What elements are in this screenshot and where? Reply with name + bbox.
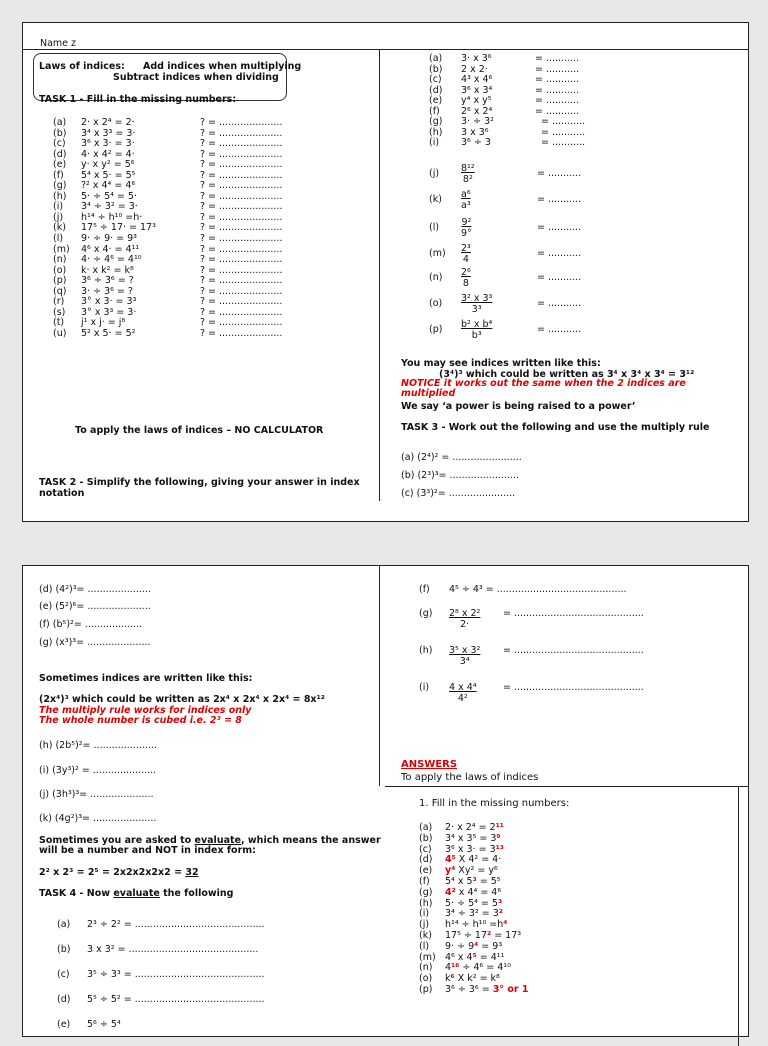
fraction-denominator: 3⁴ xyxy=(459,656,470,667)
row-expression: 2 x 2· xyxy=(461,63,488,75)
task4-heading: TASK 4 - Now evaluate the following xyxy=(39,888,234,899)
row-label: (h) xyxy=(53,190,67,202)
fraction-numerator: 3² x 3³ xyxy=(461,293,493,304)
answer-blank[interactable]: = ........................................... xyxy=(503,682,644,693)
task2-row xyxy=(429,54,729,65)
row-label: (g) xyxy=(419,886,433,898)
row-label: (f) xyxy=(429,105,440,117)
fraction xyxy=(461,163,475,185)
laws-rule-add: Add indices when multiplying xyxy=(143,61,302,72)
row-label: (l) xyxy=(419,940,430,952)
fraction xyxy=(461,243,471,265)
answer-blank[interactable]: ? = ..................... xyxy=(200,117,283,128)
task1-list xyxy=(53,118,373,339)
fraction xyxy=(461,217,472,239)
fraction-numerator: 2⁸ x 2² xyxy=(449,608,481,619)
answer-blank[interactable]: = ........... xyxy=(541,137,586,148)
answer-blank[interactable]: = ........... xyxy=(535,84,580,96)
answer-expression xyxy=(445,985,529,996)
evaluate-explanation: Sometimes you are asked to evaluate, which means the answer xyxy=(39,835,381,846)
fraction xyxy=(449,682,477,704)
row-label: (b) xyxy=(429,63,443,75)
row-label: (k) xyxy=(429,194,442,205)
answer-blank[interactable]: ? = ..................... xyxy=(200,264,283,276)
row-expression: 3° x 3³ = 3· xyxy=(81,306,137,318)
row-label: (n) xyxy=(429,272,443,283)
task4-row xyxy=(57,944,259,955)
task3-row: (h) (2b⁵)²= ..................... xyxy=(39,740,157,751)
row-label: (f) xyxy=(53,169,64,181)
task3-row: (a) (2⁴)² = ....................... xyxy=(401,452,522,463)
row-label: (j) xyxy=(53,211,64,223)
task2-fraction-row xyxy=(429,243,729,267)
row-label: (l) xyxy=(53,233,64,245)
answer-blank[interactable]: = ........... xyxy=(535,63,580,75)
row-expression: j¹ x j· = j⁸ xyxy=(81,317,126,329)
fraction xyxy=(461,293,492,315)
answers-subheading: To apply the laws of indices xyxy=(401,772,539,783)
row-label: (c) xyxy=(57,969,70,980)
row-expression: 5⁴ x 5· = 5⁵ xyxy=(81,169,136,181)
answer-highlight: ² xyxy=(487,929,492,941)
answer-blank[interactable]: ? = ..................... xyxy=(200,222,283,234)
task1-row xyxy=(53,329,373,340)
row-label: (o) xyxy=(53,264,67,276)
row-label: (m) xyxy=(429,248,446,259)
answers-task-heading: 1. Fill in the missing numbers: xyxy=(419,798,570,809)
task4-fraction-row xyxy=(419,608,739,634)
answer-text: X k² = k⁸ xyxy=(454,973,500,985)
row-label: (m) xyxy=(419,951,436,963)
power-example: (3⁴)³ which could be written as 3⁴ x 3⁴ x 3⁴ = 3¹² xyxy=(439,369,695,380)
answers-divider xyxy=(385,786,748,787)
answers-heading: ANSWERS xyxy=(401,759,458,770)
apply-heading: To apply the laws of indices – NO CALCULATOR xyxy=(75,425,324,436)
answer-highlight: ⁵ xyxy=(472,951,477,963)
row-label: (h) xyxy=(419,897,433,909)
task3-row: (b) (2³)³= ....................... xyxy=(401,470,519,481)
row-label: (i) xyxy=(419,908,430,920)
row-expression: 2· x 2⁴ = 2· xyxy=(81,117,135,128)
row-label: (d) xyxy=(419,854,433,866)
answer-blank[interactable]: = ........... xyxy=(537,194,582,205)
evaluate-explanation-2: will be a number and NOT in index form: xyxy=(39,845,256,856)
fraction-denominator: 8 xyxy=(462,278,469,289)
worksheet-page-1 xyxy=(22,22,749,522)
fraction-denominator: b³ xyxy=(471,330,482,341)
name-label: Name z xyxy=(40,38,77,49)
answer-blank[interactable]: ? = ..................... xyxy=(200,148,283,160)
answer-blank[interactable]: ? = ..................... xyxy=(200,275,283,287)
task2-heading: TASK 2 - Simplify the following, giving your answer in index notation xyxy=(39,477,360,499)
answer-blank[interactable]: ? = ..................... xyxy=(200,201,283,213)
row-label: (g) xyxy=(53,180,67,192)
answer-highlight: ¹⁶ xyxy=(451,962,460,974)
row-expression[interactable]: 2³ ÷ 2² = ........................................... xyxy=(87,919,265,930)
row-label: (e) xyxy=(419,865,433,877)
answer-blank[interactable]: ? = ..................... xyxy=(200,306,283,318)
worksheet-page-2 xyxy=(22,565,749,1037)
row-label: (e) xyxy=(57,1019,71,1030)
row-label: (c) xyxy=(53,138,66,150)
answer-text: 3⁴ x 3⁵ = 3 xyxy=(445,832,497,844)
power-intro: You may see indices written like this: xyxy=(401,358,601,369)
answer-highlight: ⁶ xyxy=(450,973,455,985)
column-divider xyxy=(379,566,380,786)
sometimes-example: (2x⁴)³ which could be written as 2x⁴ x 2x⁴ x 2x⁴ = 8x¹² xyxy=(39,694,325,705)
row-label: (m) xyxy=(53,243,70,255)
task3-row: (j) (3h³)³= ..................... xyxy=(39,789,154,800)
row-label: (j) xyxy=(429,168,440,179)
row-label: (g) xyxy=(429,116,443,127)
answer-blank[interactable]: ? = ..................... xyxy=(200,127,283,139)
task3-row: (e) (5²)⁶= ..................... xyxy=(39,601,151,612)
answer-blank[interactable]: ? = ..................... xyxy=(200,138,283,150)
task4-row: (f) 4⁵ ÷ 4³ = ........................................... xyxy=(419,584,627,595)
answer-text: h¹⁴ ÷ h¹⁰ =h xyxy=(445,919,504,931)
answer-text: 3⁶ x 3· = 3 xyxy=(445,843,496,855)
answer-text: = 4¹¹ xyxy=(476,951,505,963)
row-label: (a) xyxy=(57,919,71,930)
row-expression: 3· ÷ 3² xyxy=(461,116,494,127)
answer-blank[interactable]: = ........... xyxy=(537,222,582,233)
answer-blank[interactable]: = ........... xyxy=(541,126,586,138)
row-expression: 2⁶ x 2⁴ xyxy=(461,105,493,117)
task4-row xyxy=(57,969,265,980)
row-label: (n) xyxy=(53,254,67,266)
sometimes-red-note-1: The multiply rule works for indices only xyxy=(39,705,252,716)
row-expression: 3⁶ x 3⁴ xyxy=(461,84,493,96)
row-expression: h¹⁴ ÷ h¹⁰ =h· xyxy=(81,211,143,223)
row-expression: 4· x 4² = 4· xyxy=(81,148,135,160)
task3-row: (i) (3y³)² = ..................... xyxy=(39,765,157,776)
power-notice: NOTICE it works out the same when the 2 indices are multiplied xyxy=(401,378,686,399)
row-expression: 3 x 3⁶ xyxy=(461,126,489,138)
answer-blank[interactable]: = ........................................... xyxy=(503,608,644,619)
fraction xyxy=(461,189,471,211)
answer-text: x 4⁴ = 4⁶ xyxy=(455,886,502,898)
answer-highlight: ⁴ xyxy=(503,919,508,931)
row-expression[interactable]: 5⁵ ÷ 5² = ........................................... xyxy=(87,994,265,1005)
answer-blank[interactable]: ? = ..................... xyxy=(200,159,283,171)
task4-fraction-row xyxy=(419,645,739,671)
row-label: (g) xyxy=(419,608,433,619)
answer-text: Xy² = y⁶ xyxy=(455,865,498,877)
row-label: (l) xyxy=(429,222,440,233)
row-expression: 5· ÷ 5⁴ = 5· xyxy=(81,190,137,202)
answer-blank[interactable]: = ........... xyxy=(535,53,580,64)
answer-blank[interactable]: ? = ..................... xyxy=(200,327,283,339)
row-expression: 3⁶ x 3· = 3· xyxy=(81,138,135,150)
fraction-denominator: 4² xyxy=(457,693,468,704)
answer-text: 4⁶ x 4 xyxy=(445,951,473,963)
row-expression: 3⁶ ÷ 3⁶ = ? xyxy=(81,275,134,287)
laws-rule-subtract: Subtract indices when dividing xyxy=(113,72,279,83)
answers-list xyxy=(419,823,739,996)
row-label: (c) xyxy=(419,843,432,855)
answer-text: = 9³ xyxy=(478,940,503,952)
row-label: (i) xyxy=(53,201,64,213)
answer-blank[interactable]: ? = ..................... xyxy=(200,211,283,223)
task1-row xyxy=(53,234,373,245)
row-expression: 17⁵ ÷ 17· = 17³ xyxy=(81,222,156,234)
fraction-denominator: 4 xyxy=(462,254,469,265)
answer-text: ÷ 4⁶ = 4¹⁰ xyxy=(459,962,511,974)
row-label: (k) xyxy=(419,929,432,941)
row-label: (a) xyxy=(429,53,443,64)
task2-fraction-row xyxy=(429,293,729,317)
fraction-denominator: 3³ xyxy=(471,304,482,315)
answer-blank[interactable]: ? = ..................... xyxy=(200,190,283,202)
row-expression: 3° x 3· = 3³ xyxy=(81,296,137,308)
answer-blank[interactable]: = ........... xyxy=(535,95,580,106)
answer-text: 3⁴ ÷ 3² = 3 xyxy=(445,908,499,920)
task3-row: (d) (4²)³= ..................... xyxy=(39,584,151,595)
fraction-denominator: 2· xyxy=(460,619,470,630)
answer-highlight: ³ xyxy=(497,897,503,909)
answer-text: k xyxy=(445,973,451,985)
task2-fraction-row xyxy=(429,189,729,213)
row-label: (d) xyxy=(57,994,71,1005)
row-label: (a) xyxy=(419,822,433,833)
task2-fraction-row xyxy=(429,267,729,291)
fraction-numerator: 4 x 4⁴ xyxy=(449,682,477,693)
task3-row: (k) (4g²)³= ..................... xyxy=(39,813,157,824)
fraction-numerator: b² x b⁴ xyxy=(461,319,493,330)
row-label: (e) xyxy=(53,159,67,171)
power-say: We say ‘a power is being raised to a power’ xyxy=(401,401,636,412)
task2-fraction-row xyxy=(429,319,729,343)
answer-blank[interactable]: = ........... xyxy=(537,272,582,283)
fraction-numerator: 2³ xyxy=(461,243,471,254)
row-expression: 3⁴ ÷ 3² = 3· xyxy=(81,201,138,213)
answer-blank[interactable]: = ........... xyxy=(537,168,582,179)
answer-blank[interactable]: ? = ..................... xyxy=(200,169,283,181)
answer-text: 2· x 2⁴ = 2 xyxy=(445,822,496,833)
row-expression[interactable]: 3⁵ ÷ 3³ = ........................................... xyxy=(87,969,265,980)
fraction-denominator: a³ xyxy=(461,200,471,211)
answer-text: 5· ÷ 5⁴ = 5 xyxy=(445,897,498,909)
row-label: (d) xyxy=(53,148,67,160)
row-label: (b) xyxy=(57,944,71,955)
fraction xyxy=(461,267,471,289)
fraction-numerator: 8¹² xyxy=(461,163,475,174)
task1-row xyxy=(53,118,373,129)
answer-text: = 5⁵ xyxy=(476,875,501,887)
answer-highlight: 4² xyxy=(445,886,456,898)
row-label: (i) xyxy=(429,137,440,148)
answer-highlight: ³ xyxy=(472,875,477,887)
row-label: (b) xyxy=(419,832,433,844)
row-expression: 3· x 3⁶ xyxy=(461,53,492,64)
task3-row: (g) (x³)³= ..................... xyxy=(39,637,151,648)
answer-blank[interactable]: ? = ..................... xyxy=(200,317,283,329)
answer-text: 4 xyxy=(445,962,452,974)
answer-blank[interactable]: ? = ..................... xyxy=(200,243,283,255)
fraction-numerator: 3⁵ x 3² xyxy=(449,645,481,656)
fraction-numerator: a⁶ xyxy=(461,189,471,200)
answer-blank[interactable]: = ........................................... xyxy=(503,645,644,656)
row-label: (n) xyxy=(419,962,433,974)
row-label: (h) xyxy=(419,645,433,656)
answer-text: 9· ÷ 9 xyxy=(445,940,475,952)
row-label: (b) xyxy=(53,127,67,139)
answer-text: 5⁴ x 5 xyxy=(445,875,473,887)
row-label: (a) xyxy=(53,117,67,128)
row-expression: y⁴ x y⁵ xyxy=(461,95,492,106)
row-label: (p) xyxy=(53,275,67,287)
row-expression: 4⁶ x 4· = 4¹¹ xyxy=(81,243,140,255)
answer-highlight: 3° or 1 xyxy=(492,983,529,995)
answer-highlight: ¹³ xyxy=(495,843,504,855)
answer-blank[interactable]: = ........... xyxy=(541,116,586,127)
row-expression: 4³ x 4⁶ xyxy=(461,74,493,85)
row-expression: ?² x 4⁴ = 4⁶ xyxy=(81,180,136,192)
row-label: (q) xyxy=(53,285,67,297)
fraction-numerator: 2⁶ xyxy=(461,267,471,278)
task2-row xyxy=(429,117,729,128)
answer-blank[interactable]: ? = ..................... xyxy=(200,285,283,297)
task4-row xyxy=(57,919,265,930)
answer-text: 3⁶ ÷ 3⁶ = xyxy=(445,983,493,995)
row-label: (d) xyxy=(429,84,443,96)
row-expression: k· x k² = k⁸ xyxy=(81,264,134,276)
task2-row xyxy=(429,96,729,107)
row-expression: 5² x 5· = 5² xyxy=(81,327,136,339)
task4-row xyxy=(57,994,265,1005)
row-expression: 3⁴ x 3³ = 3· xyxy=(81,127,136,139)
row-label: (u) xyxy=(53,327,67,339)
row-expression[interactable]: 5⁶ ÷ 5⁴ xyxy=(87,1019,121,1030)
task3-heading: TASK 3 - Work out the following and use the multiply rule xyxy=(401,422,710,433)
answer-text: X 4² = 4· xyxy=(455,854,502,866)
answer-text: = 17³ xyxy=(491,929,522,941)
row-label: (j) xyxy=(419,919,430,931)
answer-blank[interactable]: ? = ..................... xyxy=(200,296,283,308)
row-label: (p) xyxy=(429,324,443,335)
fraction-denominator: 8² xyxy=(462,174,473,185)
answer-blank[interactable]: = ........... xyxy=(537,324,582,335)
task4-row xyxy=(57,1019,121,1030)
row-expression: 4· ÷ 4⁶ = 4¹⁰ xyxy=(81,254,142,266)
task3-row: (c) (3³)²= ...................... xyxy=(401,488,516,499)
answer-highlight: ² xyxy=(498,908,503,920)
row-label: (r) xyxy=(53,296,65,308)
answer-blank[interactable]: ? = ..................... xyxy=(200,180,283,192)
row-expression: 3· ÷ 3⁶ = ? xyxy=(81,285,133,297)
row-label: (k) xyxy=(53,222,66,234)
row-expression: y· x y² = 5⁶ xyxy=(81,159,135,171)
answer-row xyxy=(419,985,739,996)
column-divider xyxy=(379,49,380,501)
answer-blank[interactable]: ? = ..................... xyxy=(200,254,283,266)
row-label: (h) xyxy=(429,126,443,138)
row-expression: 9· ÷ 9· = 9³ xyxy=(81,233,137,245)
name-divider xyxy=(23,49,748,50)
row-label: (s) xyxy=(53,306,66,318)
row-label: (o) xyxy=(429,298,443,309)
answer-blank[interactable]: ? = ..................... xyxy=(200,233,283,245)
fraction-numerator: 9² xyxy=(461,217,472,228)
answer-highlight: ⁹ xyxy=(496,832,501,844)
task2-row xyxy=(429,138,729,149)
row-label: (e) xyxy=(429,95,443,106)
row-expression: 3⁶ ÷ 3 xyxy=(461,137,491,148)
evaluate-example: 2² x 2³ = 2⁵ = 2x2x2x2x2 = 32 xyxy=(39,867,199,878)
answer-highlight: ⁴ xyxy=(474,940,479,952)
task1-heading: TASK 1 - Fill in the missing numbers: xyxy=(39,94,237,105)
sometimes-heading: Sometimes indices are written like this: xyxy=(39,673,253,684)
laws-title: Laws of indices: xyxy=(39,61,125,72)
task4-fraction-row xyxy=(419,682,739,708)
row-label: (c) xyxy=(429,74,442,85)
answer-blank[interactable]: = ........... xyxy=(537,248,582,259)
answer-highlight: y⁴ xyxy=(445,865,456,877)
task2-fraction-row xyxy=(429,217,729,241)
row-label: (i) xyxy=(419,682,430,693)
task2-fraction-row xyxy=(429,163,729,187)
answer-blank[interactable]: = ........... xyxy=(537,298,582,309)
sometimes-red-note-2: The whole number is cubed i.e. 2³ = 8 xyxy=(39,715,242,726)
answer-highlight: 4⁵ xyxy=(445,854,456,866)
fraction-denominator: 9° xyxy=(461,228,472,239)
row-label: (o) xyxy=(419,973,433,985)
fraction xyxy=(461,319,492,341)
row-label: (t) xyxy=(53,317,65,329)
answer-text: 17⁵ ÷ 17 xyxy=(445,929,487,941)
answer-blank[interactable]: = ........... xyxy=(535,74,580,85)
task2-row xyxy=(429,75,729,86)
task3-row: (f) (b⁵)²= ................... xyxy=(39,619,143,630)
row-label: (f) xyxy=(419,875,430,887)
answer-blank[interactable]: = ........... xyxy=(535,105,580,117)
row-label: (p) xyxy=(419,983,433,995)
row-expression[interactable]: 3 x 3² = ........................................... xyxy=(87,944,259,955)
fraction xyxy=(449,608,480,630)
answer-highlight: ¹¹ xyxy=(495,822,504,833)
task2-list xyxy=(429,54,729,149)
fraction xyxy=(449,645,480,667)
